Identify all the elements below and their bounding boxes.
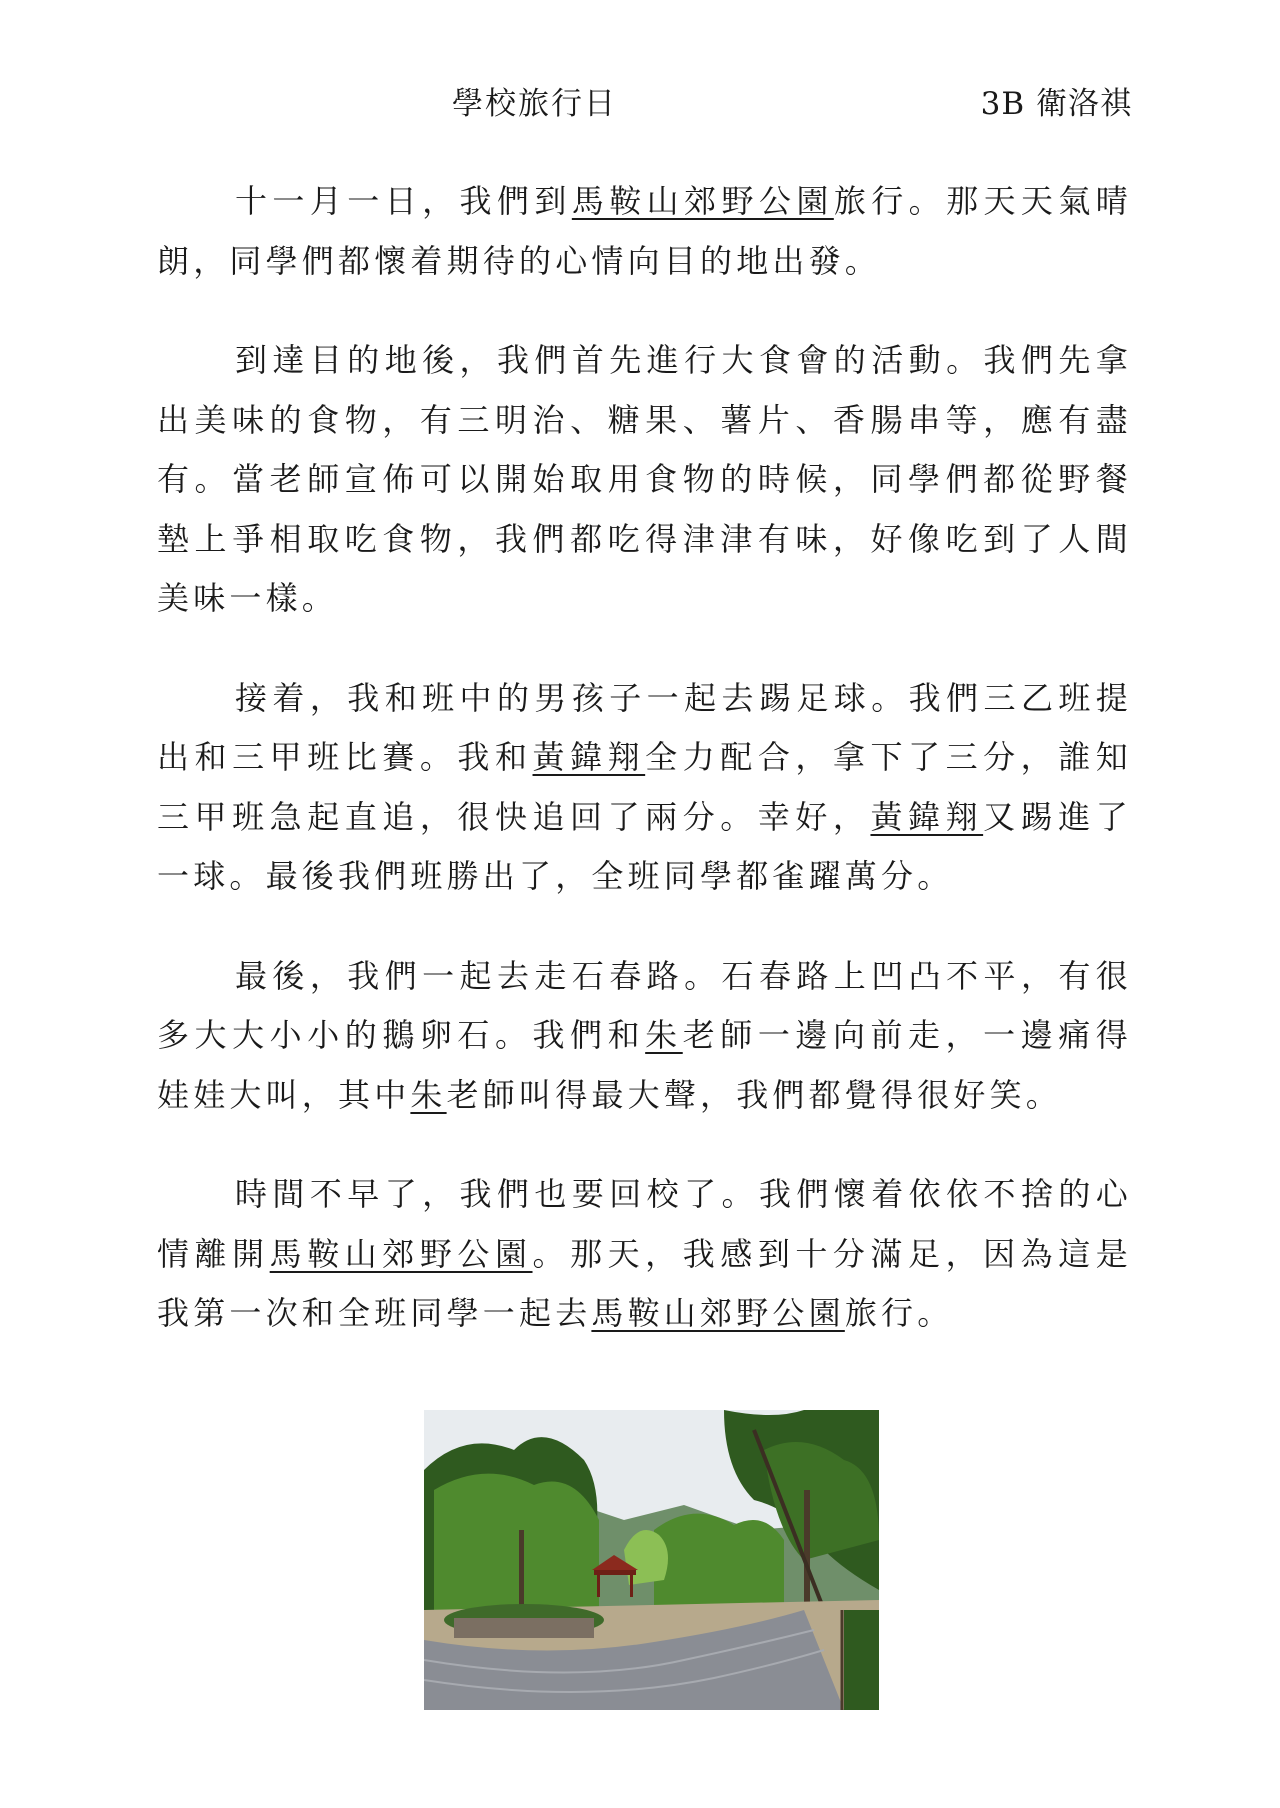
proper-noun-underlined: 馬鞍山郊野公園 xyxy=(571,182,834,220)
essay-body xyxy=(157,172,1132,1384)
text-segment: 最後，我們一起去走石春路。石春路上凹凸不平，有很多大大小小的鵝卵石。我們和 xyxy=(157,956,1132,1054)
text-segment: 到達目的地後，我們首先進行大食會的活動。我們先拿出美味的食物，有三明治、糖果、薯片、香腸串等，應有盡有。當老師宣佈可以開始取用食物的時候，同學們都從野餐墊上爭相取吃食物，我們都吃得津津有味，好像吃到了人間美味一樣。 xyxy=(157,341,1132,617)
text-segment: 時間不早了，我們也要回校了。我們懷着依依不捨的心情離開 xyxy=(157,1175,1132,1273)
text-segment: 十一月一日，我們到 xyxy=(235,182,572,220)
paragraph xyxy=(157,331,1132,629)
proper-noun-underlined: 朱 xyxy=(410,1075,447,1114)
text-segment: 接着，我和班中的男孩子一起去踢足球。我們三乙班提出和三甲班比賽。我和 xyxy=(157,678,1132,776)
paragraph xyxy=(157,947,1132,1126)
text-segment: 全力配合，拿下了三分，誰知三甲班急起直追，很快追回了兩分。幸好， xyxy=(157,738,1132,836)
paragraph xyxy=(157,1165,1132,1344)
park-photo xyxy=(424,1410,879,1710)
paragraph xyxy=(157,669,1132,907)
park-scene-image xyxy=(424,1410,879,1710)
document-header xyxy=(157,78,1132,128)
proper-noun-underlined: 馬鞍山郊野公園 xyxy=(269,1234,533,1273)
text-segment: 老師叫得最大聲，我們都覺得很好笑。 xyxy=(446,1075,1063,1114)
document-title: 學校旅行日 xyxy=(452,86,617,122)
author-label: 3B 衛洛祺 xyxy=(980,86,1132,122)
text-segment: 旅行。那天天氣晴朗，同學們都懷着期待的心情向目的地出發。 xyxy=(157,182,1132,280)
proper-noun-underlined: 朱 xyxy=(645,1016,683,1054)
proper-noun-underlined: 黃鍏翔 xyxy=(532,738,646,776)
text-segment: 老師一邊向前走，一邊痛得娃娃大叫，其中 xyxy=(157,1016,1132,1114)
proper-noun-underlined: 黃鍏翔 xyxy=(870,797,984,836)
text-segment: 又踢進了一球。最後我們班勝出了，全班同學都雀躍萬分。 xyxy=(157,797,1132,895)
text-segment: 。那天，我感到十分滿足，因為這是我第一次和全班同學一起去 xyxy=(157,1234,1132,1332)
proper-noun-underlined: 馬鞍山郊野公園 xyxy=(591,1294,845,1332)
paragraph xyxy=(157,172,1132,291)
text-segment: 旅行。 xyxy=(844,1294,954,1332)
